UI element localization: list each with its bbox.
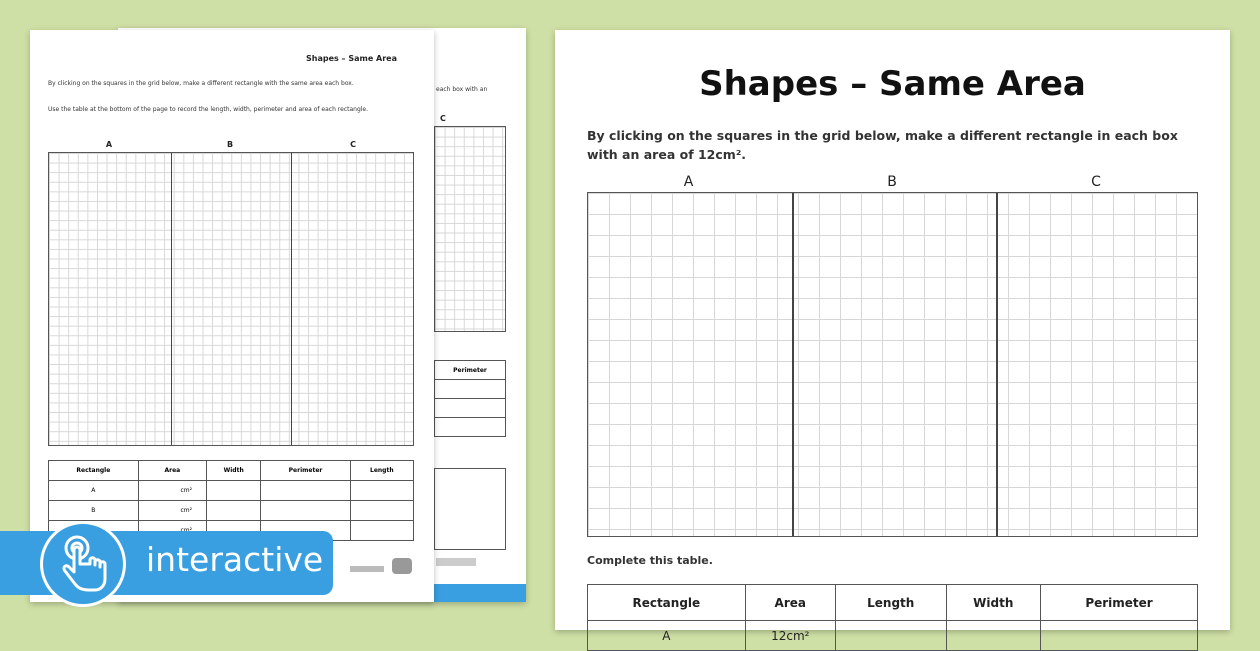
left-footer-logo <box>392 558 412 574</box>
main-column-label-c: C <box>1091 174 1101 190</box>
table-cell[interactable] <box>261 481 350 501</box>
table-cell[interactable] <box>835 621 946 651</box>
back-column-label-c: C <box>440 114 446 123</box>
main-table-caption: Complete this table. <box>587 554 713 567</box>
left-instruction-2: Use the table at the bottom of the page to record the length, width, perimeter and area of each rectangle. <box>48 106 369 113</box>
left-header-perimeter: Perimeter <box>261 461 350 481</box>
table-cell[interactable] <box>261 501 350 521</box>
main-column-label-a: A <box>683 174 694 190</box>
main-column-label-b: B <box>887 174 897 190</box>
left-shape-grid[interactable] <box>48 152 414 446</box>
main-instruction: By clicking on the squares in the grid below, make a different rectangle in each box with an area of 12cm². <box>587 128 1178 162</box>
main-header-perimeter: Perimeter <box>1041 585 1198 621</box>
left-header-rectangle: Rectangle <box>49 461 139 481</box>
left-footer-brand <box>350 566 384 572</box>
table-cell[interactable] <box>350 481 413 501</box>
left-worksheet <box>30 30 434 602</box>
main-row-label: A <box>588 621 746 651</box>
left-instruction-1: By clicking on the squares in the grid below, make a different rectangle with the same area each box. <box>48 80 354 87</box>
main-title: Shapes – Same Area <box>699 64 1086 104</box>
left-column-label-b: B <box>226 140 234 149</box>
left-row-area: cm² <box>138 501 206 521</box>
left-row-label: A <box>49 481 139 501</box>
main-header-rectangle: Rectangle <box>588 585 746 621</box>
main-results-table <box>587 584 1198 651</box>
back-table-header: Perimeter <box>435 361 506 380</box>
tap-hand-icon <box>40 521 126 607</box>
back-table <box>434 360 506 437</box>
left-header-area: Area <box>138 461 206 481</box>
left-title: Shapes – Same Area <box>306 54 398 63</box>
left-column-label-c: C <box>350 140 356 149</box>
main-header-area: Area <box>745 585 835 621</box>
table-cell[interactable] <box>350 521 413 541</box>
back-instruction-fragment: each box with an <box>436 86 488 93</box>
table-cell[interactable] <box>207 481 261 501</box>
back-footer-logo <box>436 558 476 566</box>
table-cell[interactable] <box>207 501 261 521</box>
back-notes-box <box>434 468 506 550</box>
left-header-length: Length <box>350 461 413 481</box>
left-column-label-a: A <box>105 140 113 149</box>
table-cell[interactable] <box>350 501 413 521</box>
back-grid <box>434 126 506 332</box>
main-header-width: Width <box>946 585 1041 621</box>
main-shape-grid[interactable] <box>587 192 1198 537</box>
table-cell[interactable] <box>1041 621 1198 651</box>
left-row-area: cm² <box>138 481 206 501</box>
interactive-label: interactive <box>146 540 324 579</box>
left-row-label: B <box>49 501 139 521</box>
main-header-length: Length <box>835 585 946 621</box>
main-worksheet <box>555 30 1230 643</box>
left-header-width: Width <box>207 461 261 481</box>
main-row-area: 12cm² <box>745 621 835 651</box>
table-cell[interactable] <box>946 621 1041 651</box>
